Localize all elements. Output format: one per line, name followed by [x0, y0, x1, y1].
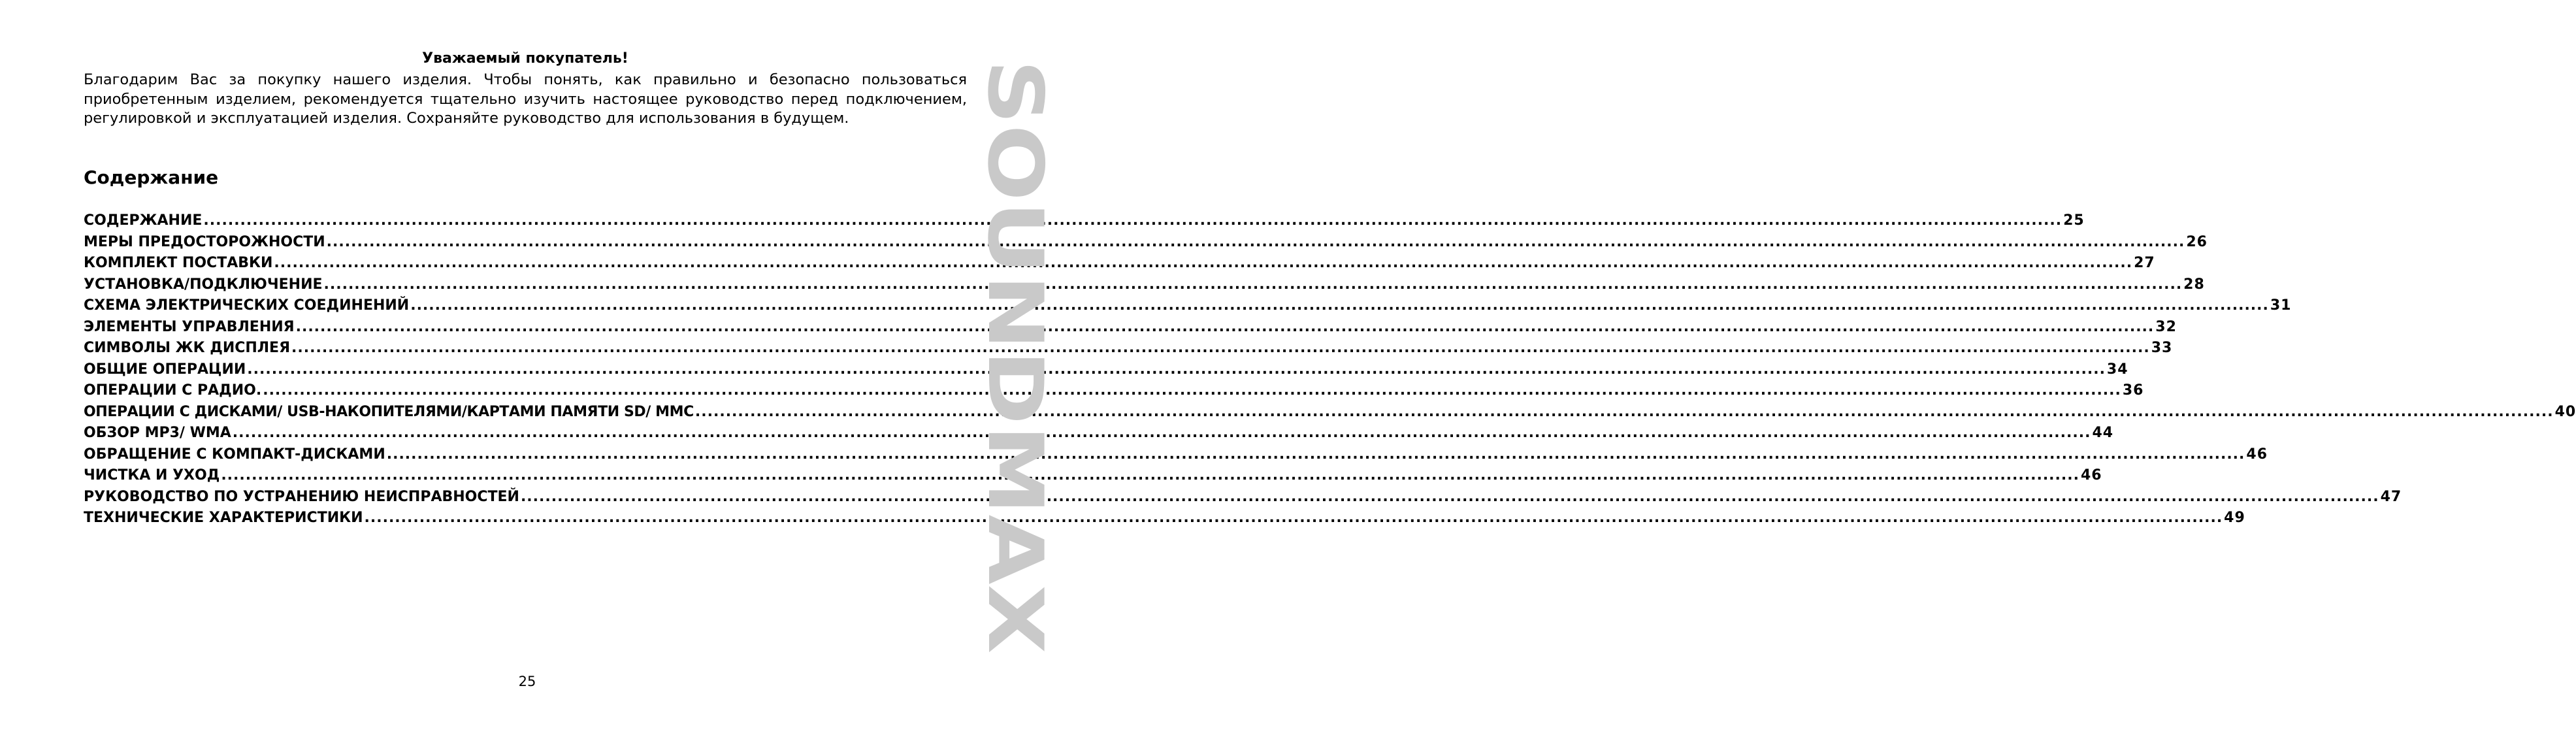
- toc-entry-title: ЧИСТКА И УХОД: [84, 467, 220, 483]
- toc-entry-page: 25: [2063, 212, 2085, 229]
- toc-entry-page: 33: [2151, 340, 2173, 356]
- toc-entry[interactable]: [84, 232, 2208, 254]
- toc-entry-page: 36: [2122, 382, 2144, 399]
- dot-leader: [274, 253, 2132, 274]
- toc-entry[interactable]: [84, 380, 2144, 402]
- toc-entry-title: УСТАНОВКА/ПОДКЛЮЧЕНИЕ: [84, 276, 323, 293]
- toc-entry-title: МЕРЫ ПРЕДОСТОРОЖНОСТИ: [84, 233, 325, 250]
- toc-entry[interactable]: [84, 402, 2576, 423]
- toc-entry-page: 40: [2554, 403, 2576, 420]
- toc-entry[interactable]: [84, 359, 2128, 381]
- toc-entry-page: 44: [2092, 425, 2114, 441]
- toc-entry-page: 34: [2106, 361, 2128, 378]
- toc-entry-title: ОБЩИЕ ОПЕРАЦИИ: [84, 361, 246, 378]
- dot-leader: [327, 232, 2185, 254]
- dot-leader: [324, 274, 2183, 296]
- toc-entry-title: КОМПЛЕКТ ПОСТАВКИ: [84, 255, 273, 271]
- dot-leader: [233, 423, 2091, 444]
- toc-entry[interactable]: [84, 423, 2114, 444]
- toc-entry[interactable]: [84, 317, 2177, 338]
- dot-leader: [263, 380, 2121, 402]
- dot-leader: [291, 338, 2150, 359]
- toc-entry-title: СХЕМА ЭЛЕКТРИЧЕСКИХ СОЕДИНЕНИЙ: [84, 297, 410, 314]
- toc-entry-page: 46: [2246, 446, 2268, 463]
- toc-entry-page: 46: [2080, 467, 2102, 483]
- toc-entry[interactable]: [84, 487, 2402, 508]
- toc-entry-page: 31: [2270, 297, 2292, 314]
- toc-entry[interactable]: [84, 444, 2268, 466]
- toc-entry-title: ТЕХНИЧЕСКИЕ ХАРАКТЕРИСТИКИ: [84, 510, 363, 526]
- toc-entry-page: 32: [2155, 318, 2177, 335]
- toc-entry-title: СИМВОЛЫ ЖК ДИСПЛЕЯ: [84, 340, 291, 356]
- toc-entry-title: РУКОВОДСТВО ПО УСТРАНЕНИЮ НЕИСПРАВНОСТЕЙ: [84, 488, 519, 505]
- dot-leader: [387, 444, 2245, 466]
- toc-entry-title: ОБРАЩЕНИЕ С КОМПАКТ-ДИСКАМИ: [84, 446, 385, 463]
- toc-entry-page: 27: [2134, 255, 2155, 271]
- brand-logo: [971, 50, 1059, 664]
- dot-leader: [410, 295, 2269, 317]
- dot-leader: [221, 465, 2079, 487]
- greeting-title: Уважаемый покупатель!: [422, 50, 628, 67]
- brand-name: SOUNDMAX: [971, 59, 1059, 559]
- toc-entry-page: 26: [2186, 233, 2208, 250]
- dot-leader: [521, 487, 2379, 508]
- toc-entry[interactable]: [84, 465, 2102, 487]
- intro-paragraph: Благодарим Вас за покупку нашего изделия. Чтобы понять, как правильно и безопасно пользоваться приобретенным изделием, рекомендуется тщательно изучить настоящее руководство перед подключением, регулировкой и эксплуатацией изделия. Сохраняйте руководство для использования в будущем.: [84, 71, 967, 127]
- page-number: 25: [518, 674, 536, 689]
- toc-entry-title: ЭЛЕМЕНТЫ УПРАВЛЕНИЯ: [84, 318, 295, 335]
- toc-entry[interactable]: [84, 210, 2085, 232]
- toc-entry-page: 47: [2380, 488, 2402, 505]
- toc-entry-page: 49: [2224, 510, 2245, 526]
- toc-entry[interactable]: [84, 253, 2155, 274]
- toc-entry[interactable]: [84, 274, 2205, 296]
- dot-leader: [203, 210, 2062, 232]
- toc-entry-title: СОДЕРЖАНИЕ: [84, 212, 203, 229]
- dot-leader: [247, 359, 2106, 381]
- dot-leader: [365, 508, 2223, 529]
- toc-entry[interactable]: [84, 338, 2173, 359]
- toc-entry[interactable]: [84, 295, 2292, 317]
- toc-entry[interactable]: [84, 508, 2245, 529]
- toc-entry-page: 28: [2183, 276, 2205, 293]
- toc-entry-title: ОПЕРАЦИИ С ДИСКАМИ/ USB-НАКОПИТЕЛЯМИ/КАРТАМИ ПАМЯТИ SD/ MMC: [84, 403, 694, 420]
- dot-leader: [296, 317, 2155, 338]
- toc-entry-title: ОБЗОР MP3/ WMA: [84, 425, 231, 441]
- toc-entry-title: ОПЕРАЦИИ С РАДИО.: [84, 382, 262, 399]
- contents-heading: Содержание: [84, 167, 219, 188]
